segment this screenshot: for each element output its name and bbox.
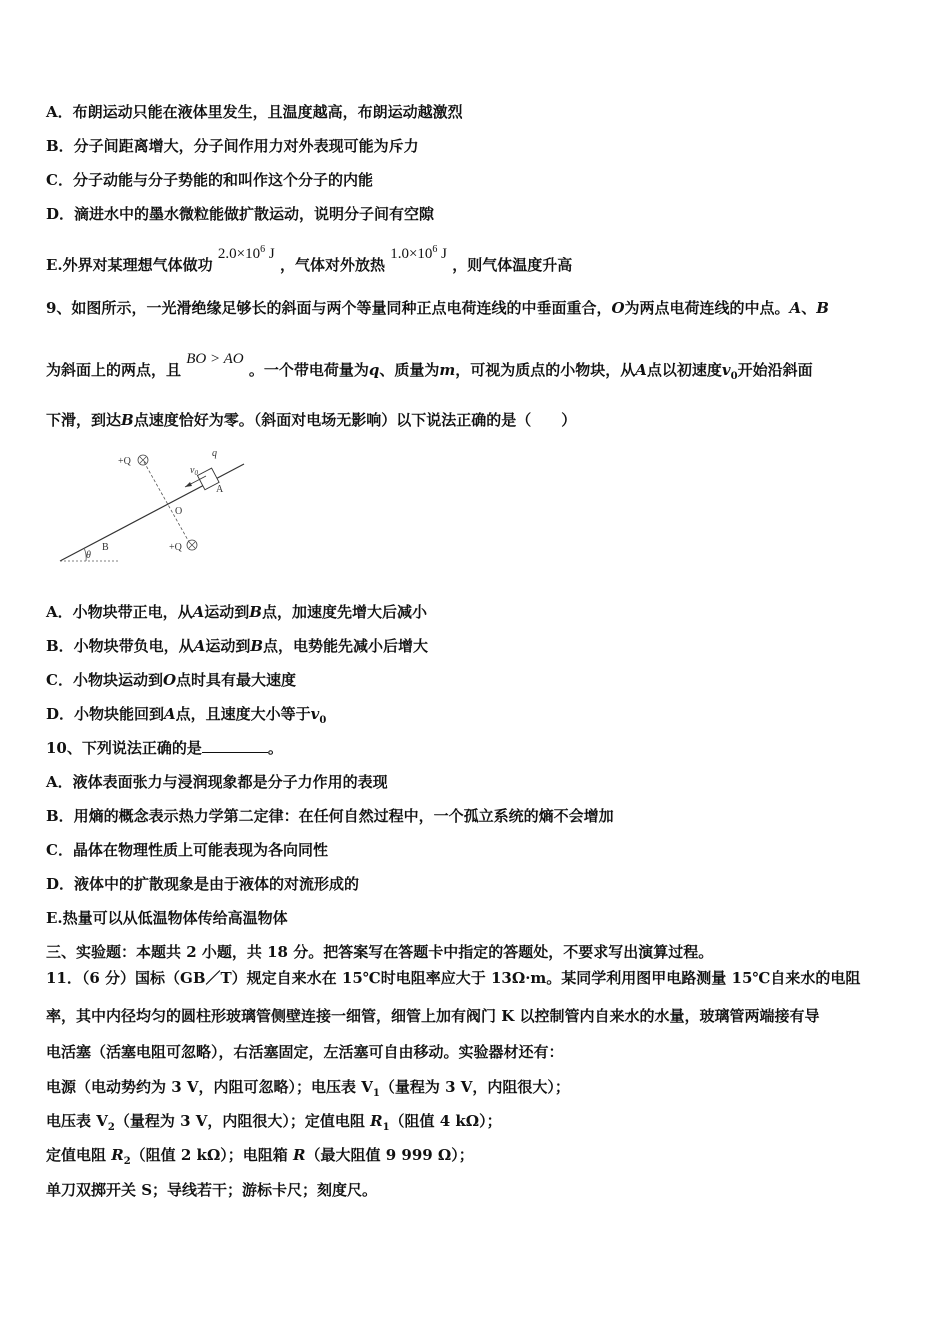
point-a-label: A <box>216 484 224 495</box>
section-3-heading: 三、实验题：本题共 2 小题，共 18 分。把答案写在答题卡中指定的答题处，不要求写出演算过程。 <box>46 943 714 961</box>
bottom-charge-label: +Q <box>169 542 182 553</box>
charge-q-label: q <box>212 448 217 459</box>
answer-blank[interactable] <box>202 738 268 753</box>
q11-line-2: 率，其中内径均匀的圆柱形玻璃管侧壁连接一细管，细管上加有阀门 K 以控制管内自来水的水量，玻璃管两端接有导 <box>46 1007 820 1025</box>
point-b-label: B <box>102 542 109 553</box>
q8-option-c: C．分子动能与分子势能的和叫作这个分子的内能 <box>46 171 373 189</box>
theta-label: θ <box>86 550 91 561</box>
q11-line-3: 电活塞（活塞电阻可忽略），右活塞固定，左活塞可自由移动。实验器材还有： <box>46 1043 564 1061</box>
q11-line-4: 电源（电动势约为 3 V，内阻可忽略）；电压表 $V_1$（量程为 3 V，内阻很大）； <box>46 1078 570 1099</box>
q8-e-value-1: $2.0\times 10^6$ J <box>217 244 275 262</box>
q9-option-a: A．小物块带正电，从A运动到B点，加速度先增大后减小 <box>46 603 427 621</box>
q9-option-c: C．小物块运动到O点时具有最大速度 <box>46 671 297 689</box>
velocity-label: $v_0$ <box>190 465 198 477</box>
q11-line-1: 11．（6 分）国标（GB／T）规定自来水在 15℃时电阻率应大于 13Ω·m。某同学利用图甲电路测量 15℃自来水的电阻 <box>46 969 861 987</box>
q8-e-mid: ，气体对外放热 <box>279 256 385 274</box>
top-charge-label: +Q <box>118 456 131 467</box>
q8-option-d: D．滴进水中的墨水微粒能做扩散运动，说明分子间有空隙 <box>46 205 435 223</box>
q11-line-6: 定值电阻 $R_2$（阻值 2 kΩ）；电阻箱 R（最大阻值 9 999 Ω）； <box>46 1146 474 1167</box>
q9-stem-line-2: 为斜面上的两点，且 BO > AO 。一个带电荷量为q、质量为m，可视为质点的小物块，从A点以初速度$v_0$开始沿斜面 <box>46 351 813 382</box>
q8-option-b: B．分子间距离增大，分子间作用力对外表现可能为斥力 <box>46 137 419 155</box>
point-o-label: O <box>175 506 183 517</box>
q10-option-d: D．液体中的扩散现象是由于液体的对流形成的 <box>46 875 360 893</box>
q11-line-5: 电压表 $V_2$（量程为 3 V，内阻很大）；定值电阻 $R_1$（阻值 4 kΩ）； <box>46 1112 502 1133</box>
q10-option-b: B．用熵的概念表示热力学第二定律：在任何自然过程中，一个孤立系统的熵不会增加 <box>46 807 614 825</box>
q8-e-value-2: $1.0\times 10^6$ J <box>390 244 448 262</box>
q9-option-b: B．小物块带负电，从A运动到B点，电势能先减小后增大 <box>46 637 429 655</box>
q8-option-a: A．布朗运动只能在液体里发生，且温度越高，布朗运动越激烈 <box>46 103 463 121</box>
q11-line-7: 单刀双掷开关 S；导线若干；游标卡尺；刻度尺。 <box>46 1181 378 1199</box>
q8-e-post: ，则气体温度升高 <box>452 256 573 274</box>
q10-option-a: A．液体表面张力与浸润现象都是分子力作用的表现 <box>46 773 388 791</box>
q9-figure <box>56 446 256 568</box>
q9-stem-line-3: 下滑，到达B点速度恰好为零。（斜面对电场无影响）以下说法正确的是（ ） <box>46 411 577 429</box>
q9-inequality: BO > AO <box>186 351 244 367</box>
q8-option-e <box>46 244 573 276</box>
q9-option-d: D．小物块能回到A点，且速度大小等于$v_0$ <box>46 705 327 726</box>
q10-stem: 10、下列说法正确的是 。 <box>46 739 283 757</box>
charge-connecting-line <box>144 462 189 542</box>
q10-option-c: C．晶体在物理性质上可能表现为各向同性 <box>46 841 328 859</box>
q8-e-pre: E.外界对某理想气体做功 <box>46 256 213 274</box>
q10-option-e: E.热量可以从低温物体传给高温物体 <box>46 909 288 927</box>
q9-stem-line-1: 9、如图所示，一光滑绝缘足够长的斜面与两个等量同种正点电荷连线的中垂面重合，O为两点电荷连线的中点。A、B <box>46 299 829 317</box>
